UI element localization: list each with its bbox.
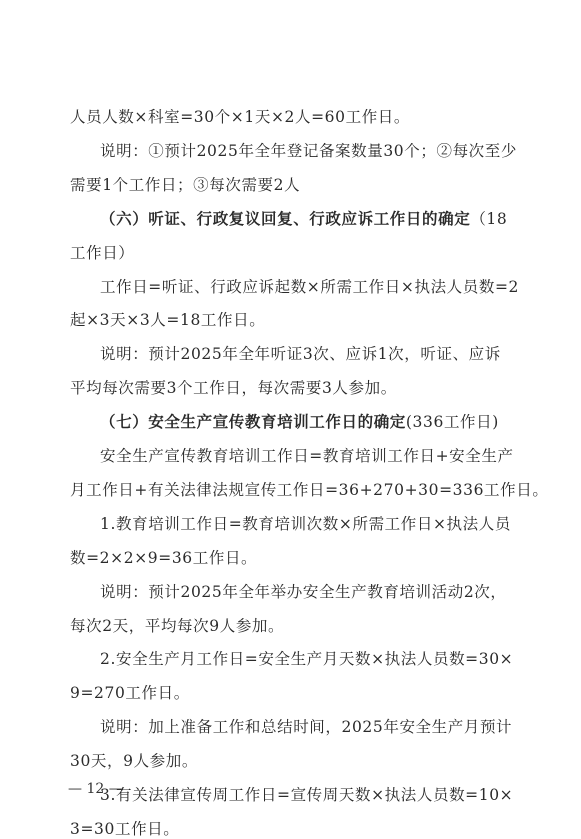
text-line: 9=270工作日。 [70, 684, 190, 703]
text-line: 工作日=听证、行政应诉起数×所需工作日×执法人员数=2 [100, 277, 520, 296]
text-line: 说明：①预计2025年全年登记备案数量30个；②每次至少 [100, 141, 517, 160]
text-line: 安全生产宣传教育培训工作日=教育培训工作日+安全生产 [100, 447, 514, 465]
text-line: 工作日） [70, 243, 135, 262]
text-line: 2.安全生产月工作日=安全生产月天数×执法人员数=30× [100, 650, 514, 669]
text-line: 说明：加上准备工作和总结时间，2025年安全生产月预计 [100, 718, 513, 737]
text-line: 每次2天，平均每次9人参加。 [70, 616, 285, 635]
text-line: 1.教育培训工作日=教育培训次数×所需工作日×执法人员 [100, 514, 511, 533]
text-line: 3=30工作日。 [70, 819, 180, 838]
text-line: 数=2×2×9=36工作日。 [70, 548, 258, 567]
text-line: 月工作日+有关法律法规宣传工作日=36+270+30=336工作日。 [70, 480, 549, 499]
text-line: 说明：预计2025年全年举办安全生产教育培训活动2次， [100, 582, 507, 601]
text-line: 平均每次需要3个工作日，每次需要3人参加。 [70, 379, 397, 398]
section-heading-line [100, 412, 499, 432]
section-heading: （七）安全生产宣传教育培训工作日的确定 [100, 412, 406, 432]
section-heading-tail: （18 [470, 209, 508, 228]
text-line: 起×3天×3人=18工作日。 [70, 311, 266, 330]
text-line: 3.有关法律宣传周工作日=宣传周天数×执法人员数=10× [100, 786, 514, 804]
section-heading-line [100, 209, 507, 229]
text-line: 30天，9人参加。 [70, 752, 198, 771]
text-line: 需要1个工作日；③每次需要2人 [70, 175, 301, 194]
text-line: 说明：预计2025年全年听证3次、应诉1次，听证、应诉 [100, 345, 501, 364]
text-line: 人员人数×科室=30个×1天×2人=60工作日。 [70, 108, 411, 126]
section-heading: （六）听证、行政复议回复、行政应诉工作日的确定 [100, 208, 471, 228]
page-number: — 12 — [68, 781, 123, 797]
section-heading-tail: (336工作日) [405, 413, 499, 432]
